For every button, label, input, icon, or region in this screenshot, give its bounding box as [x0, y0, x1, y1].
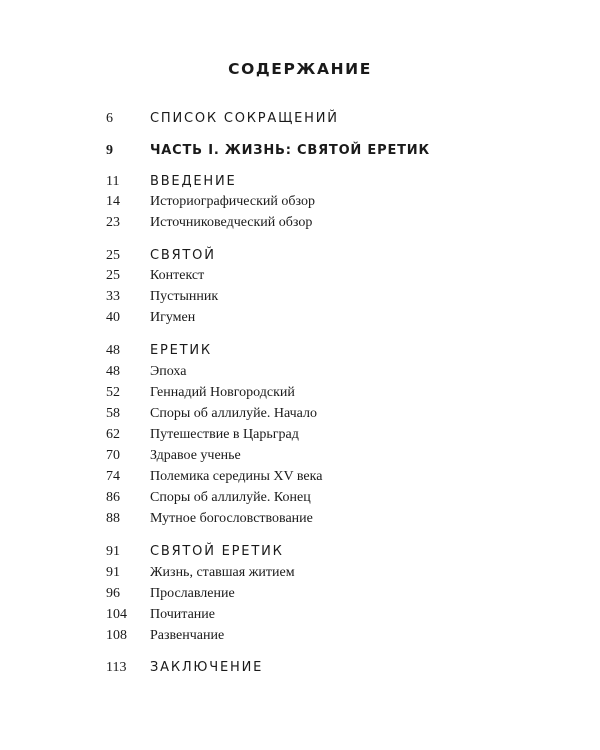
toc-entry-title: СВЯТОЙ [150, 248, 216, 263]
toc-page-number: 9 [106, 143, 113, 158]
toc-page-number: 58 [106, 406, 120, 421]
toc-entry [0, 286, 600, 308]
toc-page-number: 91 [106, 544, 120, 559]
toc-entry [0, 466, 600, 488]
toc-entry-title: Споры об аллилуйе. Конец [150, 490, 311, 505]
toc-entry-title: Путешествие в Царьград [150, 427, 299, 442]
toc-entry-title: Источниковедческий обзор [150, 215, 313, 230]
toc-entry [0, 307, 600, 329]
toc-entry [0, 562, 600, 584]
toc-entry [0, 583, 600, 605]
toc-entry-title: Споры об аллилуйе. Начало [150, 406, 317, 421]
toc-entry [0, 424, 600, 446]
toc-entry-title: Игумен [150, 310, 196, 325]
toc-section-heading [0, 171, 600, 193]
toc-entry-title: Историографический обзор [150, 194, 315, 209]
toc-entry [0, 361, 600, 383]
toc-page-number: 40 [106, 310, 120, 325]
toc-entry-title: Пустынник [150, 289, 219, 304]
toc-page-number: 113 [106, 660, 127, 675]
toc-entry-title: Здравое ученье [150, 448, 241, 463]
toc-entry-title: Прославление [150, 586, 235, 601]
toc-entry-title: ВВЕДЕНИЕ [150, 174, 237, 189]
toc-page-number: 52 [106, 385, 120, 400]
toc-entry-title: ЗАКЛЮЧЕНИЕ [150, 660, 264, 675]
toc-entry [0, 487, 600, 509]
toc-page-number: 48 [106, 343, 120, 358]
toc-page-number: 14 [106, 194, 120, 209]
toc-entry-title: Полемика середины XV века [150, 469, 323, 484]
toc-entry [0, 508, 600, 530]
toc-entry [0, 625, 600, 647]
toc-page-number: 104 [106, 607, 127, 622]
toc-entry-title: Почитание [150, 607, 215, 622]
toc-entry-title: СВЯТОЙ ЕРЕТИК [150, 544, 284, 559]
toc-entry-title: Геннадий Новгородский [150, 385, 295, 400]
page-title: СОДЕРЖАНИЕ [228, 60, 372, 78]
toc-entry-title: Эпоха [150, 364, 187, 379]
toc-page-number: 70 [106, 448, 120, 463]
toc-page-number: 33 [106, 289, 120, 304]
toc-entry [0, 445, 600, 467]
toc-page-number: 108 [106, 628, 127, 643]
toc-entry [0, 212, 600, 234]
toc-page-number: 91 [106, 565, 120, 580]
toc-entry-title: Контекст [150, 268, 205, 283]
toc-page-number: 25 [106, 248, 120, 263]
toc-entry-title: Развенчание [150, 628, 225, 643]
toc-page-number: 11 [106, 174, 120, 189]
toc-entry-title: Жизнь, ставшая житием [150, 565, 295, 580]
toc-entry [0, 265, 600, 287]
toc-entry-title: СПИСОК СОКРАЩЕНИЙ [150, 111, 339, 126]
toc-section-heading [0, 245, 600, 267]
toc-page-number: 86 [106, 490, 120, 505]
toc-entry [0, 604, 600, 626]
toc-page-number: 74 [106, 469, 120, 484]
toc-page-number: 96 [106, 586, 120, 601]
toc-entry-title: Мутное богословствование [150, 511, 313, 526]
toc-section-heading [0, 340, 600, 362]
toc-entry-title: ЕРЕТИК [150, 343, 212, 358]
toc-page-number: 6 [106, 111, 113, 126]
toc-section-heading [0, 108, 600, 130]
toc-page-number: 62 [106, 427, 120, 442]
toc-page-number: 23 [106, 215, 120, 230]
toc-page-number: 48 [106, 364, 120, 379]
toc-page-number: 25 [106, 268, 120, 283]
toc-section-heading [0, 541, 600, 563]
toc-section-heading [0, 657, 600, 679]
toc-entry-title: ЧАСТЬ I. ЖИЗНЬ: СВЯТОЙ ЕРЕТИК [150, 143, 430, 158]
toc-entry [0, 191, 600, 213]
toc-part-heading [0, 140, 600, 162]
toc-entry [0, 382, 600, 404]
toc-entry [0, 403, 600, 425]
toc-page-number: 88 [106, 511, 120, 526]
